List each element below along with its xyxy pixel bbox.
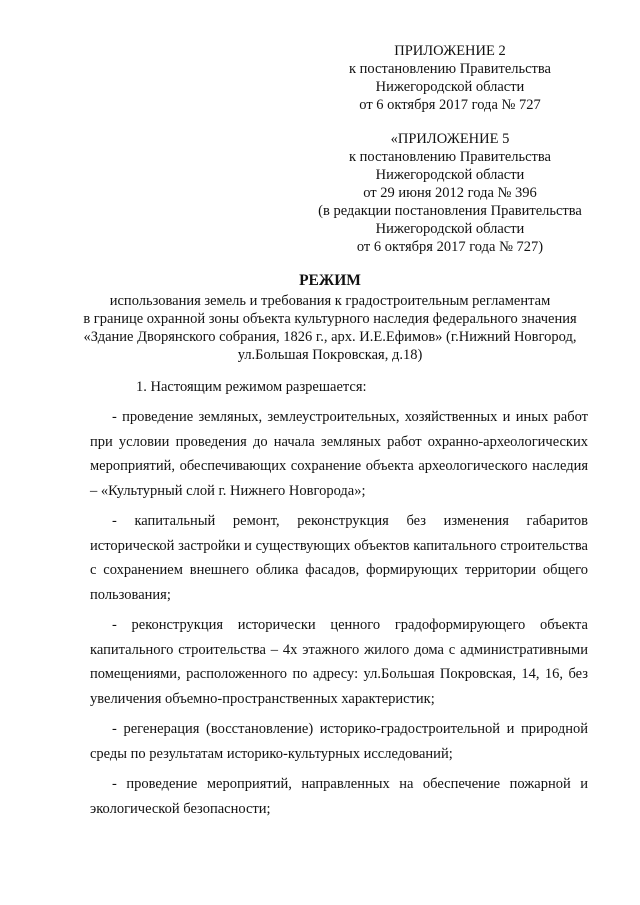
list-item [90, 613, 588, 711]
list-item-text: - капитальный ремонт, реконструкция без изменения габаритов исторической застройки и существующих объектов капитального строительства с сохранением внешнего облика фасадов, формирующих территории общего пользования; [90, 513, 588, 603]
subtitle-line-4: ул.Большая Покровская, д.18) [237, 347, 423, 363]
appendix-5-line-6: от 6 октября 2017 года № 727) [356, 239, 544, 255]
appendix-5-line-2: Нижегородской области [375, 167, 525, 183]
subtitle-line-2: в границе охранной зоны объекта культурного наследия федерального значения [83, 311, 577, 327]
list-item [90, 772, 588, 821]
appendix-5-stamp [290, 130, 610, 256]
list-item [90, 405, 588, 503]
appendix-2-line-1: к постановлению Правительства [349, 61, 551, 77]
appendix-2-title: ПРИЛОЖЕНИЕ 2 [394, 43, 506, 59]
appendix-5-line-5: Нижегородской области [375, 221, 525, 237]
intro-paragraph: 1. Настоящим режимом разрешается: [136, 379, 367, 395]
list-item-text: - проведение мероприятий, направленных на обеспечение пожарной и экологической безопасности; [90, 776, 588, 817]
subtitle-line-1: использования земель и требования к градостроительным регламентам [109, 293, 551, 309]
list-item [90, 717, 588, 766]
appendix-5-line-3: от 29 июня 2012 года № 396 [363, 185, 537, 201]
appendix-5-line-1: к постановлению Правительства [349, 149, 551, 165]
list-item-text: - реконструкция исторически ценного градоформирующего объекта капитального строительства – 4х этажного жилого дома с административными помещениями, расположенного по адресу: ул.Большая Покровская, 14, 16, без увеличения объемно-пространственных характеристик; [90, 617, 588, 707]
subtitle-line-3: «Здание Дворянского собрания, 1826 г., арх. И.Е.Ефимов» (г.Нижний Новгород, [83, 329, 577, 345]
appendix-5-title: «ПРИЛОЖЕНИЕ 5 [390, 131, 510, 147]
list-item [90, 509, 588, 607]
list-item-text: - проведение земляных, землеустроительных, хозяйственных и иных работ при условии проведения до начала земляных работ охранно-археологических мероприятий, обеспечивающих сохранение объекта археологического наследия – «Культурный слой г. Нижнего Новгорода»; [90, 409, 588, 499]
list-item-text: - регенерация (восстановление) историко-градостроительной и природной среды по результатам историко-культурных исследований; [90, 721, 588, 762]
appendix-2-line-2: Нижегородской области [375, 79, 525, 95]
document-heading: РЕЖИМ [299, 272, 361, 289]
appendix-5-line-4: (в редакции постановления Правительства [318, 203, 582, 219]
document-body [90, 377, 588, 827]
appendix-2-stamp [290, 42, 610, 114]
appendix-2-line-3: от 6 октября 2017 года № 727 [359, 97, 541, 113]
document-title-block [40, 272, 620, 364]
